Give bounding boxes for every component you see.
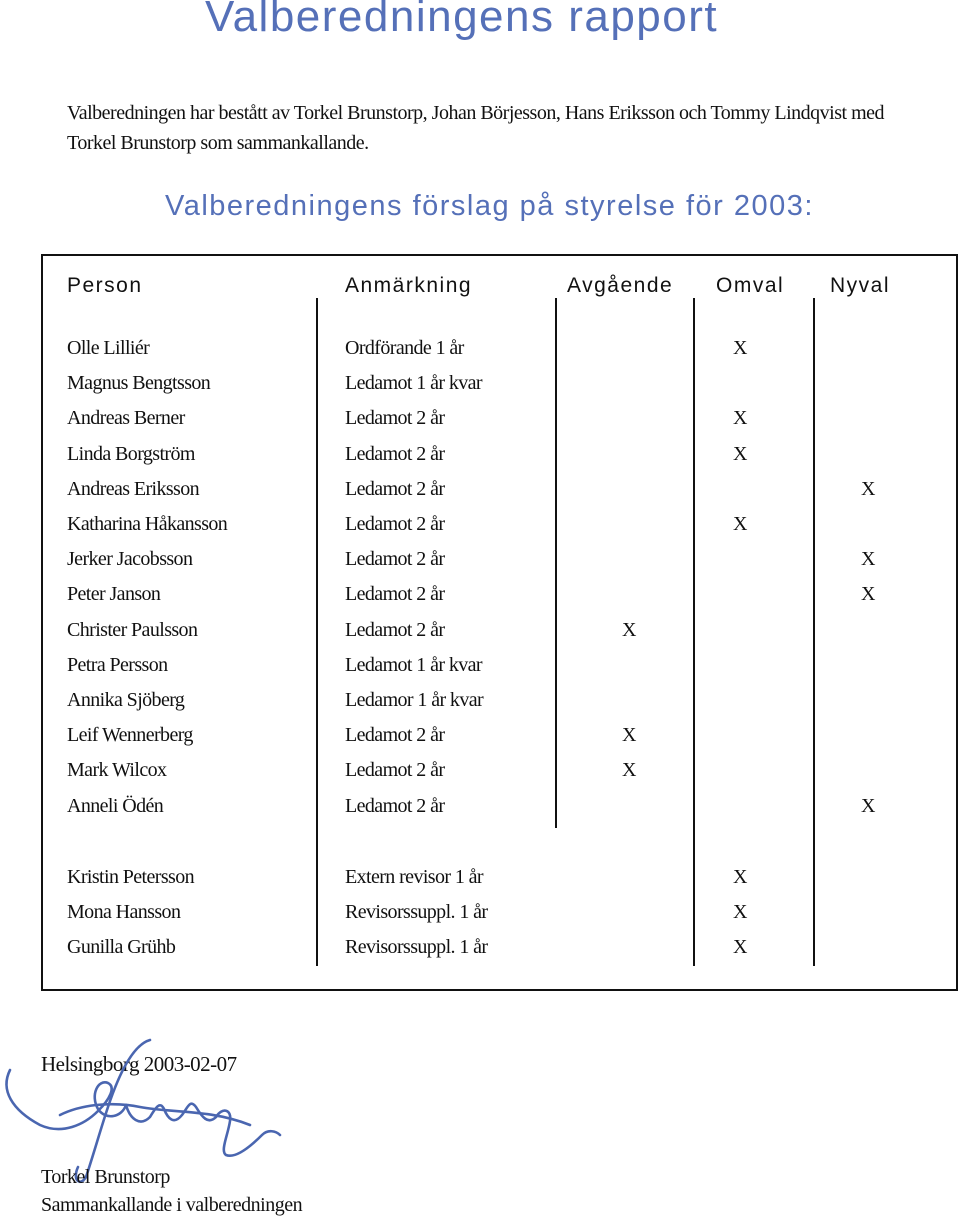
- table-row: [0, 617, 960, 647]
- page-title: Valberedningens rapport: [205, 0, 719, 41]
- person-name: Kristin Petersson: [67, 866, 195, 888]
- table-row: [0, 793, 960, 823]
- place-date: Helsingborg 2003-02-07: [41, 1052, 237, 1076]
- note-cell: Ledamot 2 år: [345, 548, 445, 571]
- note-cell: Ledamot 2 år: [345, 583, 445, 606]
- table-row: [0, 370, 960, 400]
- note-cell: Ordförande 1 år: [345, 337, 464, 359]
- person-name: Andreas Berner: [67, 407, 185, 430]
- table-row: [0, 934, 960, 964]
- table-row: [0, 722, 960, 752]
- table-row: [0, 476, 960, 506]
- header-reelect: Omval: [716, 274, 785, 297]
- newelect-mark: X: [861, 548, 875, 571]
- note-cell: Ledamot 2 år: [345, 759, 445, 782]
- table-row: [0, 757, 960, 787]
- person-name: Christer Paulsson: [67, 618, 198, 641]
- note-cell: Ledamot 2 år: [345, 407, 445, 430]
- note-cell: Ledamot 2 år: [345, 513, 445, 535]
- person-name: Mona Hansson: [67, 901, 181, 924]
- note-cell: Ledamot 2 år: [345, 477, 445, 500]
- note-cell: Extern revisor 1 år: [345, 866, 483, 888]
- reelect-mark: X: [733, 936, 747, 959]
- table-row: [0, 899, 960, 929]
- note-cell: Ledamot 2 år: [345, 724, 445, 747]
- signer-name: Torkel Brunstorp: [41, 1166, 170, 1188]
- note-cell: Revisorssuppl. 1 år: [345, 936, 488, 959]
- table-row: [0, 546, 960, 576]
- reelect-mark: X: [733, 442, 747, 465]
- person-name: Mark Wilcox: [67, 759, 167, 782]
- reelect-mark: X: [733, 513, 747, 535]
- header-leaving: Avgående: [567, 274, 674, 297]
- handwritten-signature: [0, 1035, 300, 1185]
- table-row: [0, 652, 960, 682]
- person-name: Gunilla Grühb: [67, 936, 176, 959]
- intro-paragraph: Valberedningen har bestått av Torkel Brunstorp, Johan Börjesson, Hans Eriksson och Tommy Lindqvist med Torkel Brunstorp som sammankallande.: [67, 102, 884, 154]
- section-subtitle: Valberedningens förslag på styrelse för 2003:: [165, 190, 814, 222]
- note-cell: Ledamot 2 år: [345, 618, 445, 641]
- table-row: [0, 441, 960, 471]
- person-name: Jerker Jacobsson: [67, 548, 193, 571]
- newelect-mark: X: [861, 794, 875, 817]
- header-newelect: Nyval: [830, 274, 891, 297]
- note-cell: Revisorssuppl. 1 år: [345, 901, 488, 924]
- reelect-mark: X: [733, 866, 747, 888]
- person-name: Annika Sjöberg: [67, 689, 185, 711]
- person-name: Olle Lilliér: [67, 337, 150, 359]
- reelect-mark: X: [733, 337, 747, 359]
- leaving-mark: X: [622, 618, 636, 641]
- newelect-mark: X: [861, 477, 875, 500]
- note-cell: Ledamot 1 år kvar: [345, 372, 482, 395]
- person-name: Linda Borgström: [67, 442, 195, 465]
- table-row: [0, 581, 960, 611]
- leaving-mark: X: [622, 724, 636, 747]
- table-row: [0, 687, 960, 717]
- person-name: Leif Wennerberg: [67, 724, 193, 747]
- note-cell: Ledamor 1 år kvar: [345, 689, 484, 711]
- reelect-mark: X: [733, 407, 747, 430]
- person-name: Anneli Ödén: [67, 794, 164, 817]
- table-row: [0, 511, 960, 541]
- header-person: Person: [67, 274, 143, 297]
- person-name: Katharina Håkansson: [67, 513, 228, 535]
- person-name: Magnus Bengtsson: [67, 372, 211, 395]
- header-note: Anmärkning: [345, 274, 473, 297]
- person-name: Andreas Eriksson: [67, 477, 200, 500]
- leaving-mark: X: [622, 759, 636, 782]
- person-name: Peter Janson: [67, 583, 161, 606]
- table-row: [0, 335, 960, 365]
- note-cell: Ledamot 1 år kvar: [345, 653, 482, 676]
- person-name: Petra Persson: [67, 653, 168, 676]
- table-row: [0, 405, 960, 435]
- signer-role: Sammankallande i valberedningen: [41, 1194, 303, 1216]
- table-row: [0, 864, 960, 894]
- note-cell: Ledamot 2 år: [345, 442, 445, 465]
- newelect-mark: X: [861, 583, 875, 606]
- note-cell: Ledamot 2 år: [345, 794, 445, 817]
- reelect-mark: X: [733, 901, 747, 924]
